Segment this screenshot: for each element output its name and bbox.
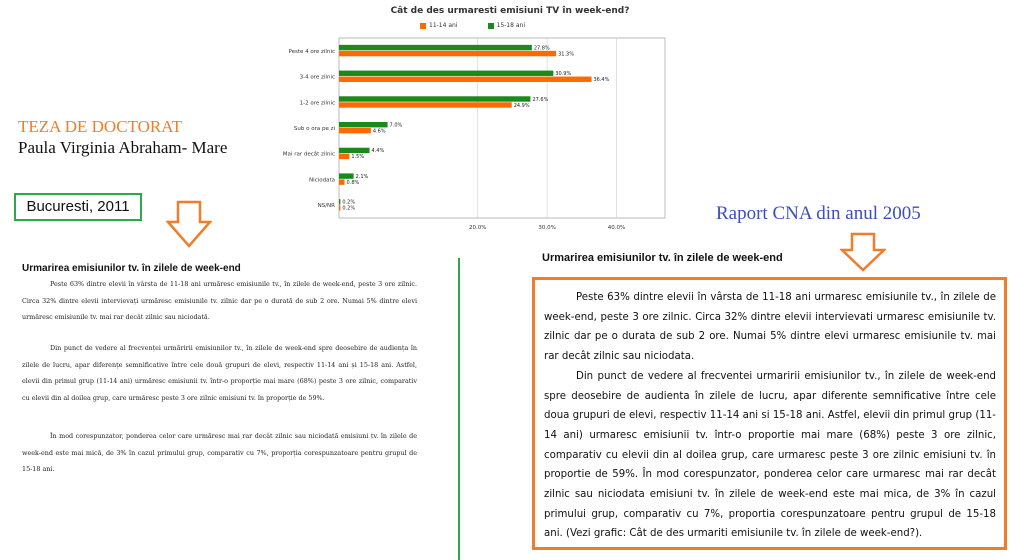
legend-swatch-orange	[420, 23, 426, 29]
category-label: Sub o ora pe zi	[293, 126, 335, 132]
bar-value-label: 27.8%	[533, 45, 550, 52]
right-text-block	[544, 288, 996, 544]
bar	[339, 199, 340, 204]
down-arrow-icon	[840, 232, 886, 272]
bar-value-label: 0.2%	[342, 199, 356, 206]
city-year-box: Bucuresti, 2011	[14, 193, 142, 221]
legend-label: 11-14 ani	[429, 22, 458, 29]
bar-value-label: 7.0%	[389, 122, 403, 129]
plot-area	[339, 38, 665, 218]
bar	[339, 205, 340, 210]
chart-legend	[420, 22, 525, 29]
legend-label: 15-18 ani	[496, 22, 525, 29]
category-label: Peste 4 ore zilnic	[288, 48, 335, 55]
x-tick-label: 20.0%	[468, 225, 487, 231]
right-section-title: Urmarirea emisiunilor tv. în zilele de week-end	[542, 252, 783, 264]
chart-title: Cât de des urmaresti emisiuni TV în week-end?	[390, 6, 630, 16]
down-arrow-icon	[166, 200, 212, 248]
bar-value-label: 4.4%	[371, 148, 385, 155]
author-name: Paula Virginia Abraham- Mare	[18, 138, 228, 157]
right-paragraph-2: Din punct de vedere al frecventei urmaririi emisiunilor tv., în zilele de week-end spre deosebire de audienta în zilele de lucru, apar diferente semnificative între cele doua grupuri de elevi, respectiv 11-14 ani si 15-18 ani. Astfel, elevii din primul grup (11-14 ani) urmaresc emisiunii tv. într-o proportie mai mare (68%) peste 3 ore zilnic, comparativ cu elevii din al doilea grup, care urmaresc peste 3 ore zilnic emisiuni tv. în proportie de 59%. În mod corespunzator, ponderea celor care urmaresc mai rar decât zilnic sau niciodata emisiuni tv. în zilele de week-end este mai mica, de 3% în cazul primului grup, comparativ cu 7%, proportia corespunzatoare pentru grupul de 15-18 ani. (Vezi grafic: Cât de des urmariti emisiunile tv. în zilele de week-end?).	[544, 370, 996, 540]
legend-swatch-green	[488, 23, 494, 29]
x-tick-label: 30.0%	[538, 225, 556, 231]
report-label: Raport CNA din anul 2005	[716, 203, 921, 224]
bar-value-label: 1.5%	[351, 154, 365, 161]
bar	[339, 51, 556, 56]
bar-value-label: 2.1%	[355, 173, 369, 180]
category-label: 3-4 ore zilnic	[299, 74, 335, 81]
bar-value-label: 27.6%	[532, 96, 549, 103]
bar-value-label: 4.6%	[372, 128, 386, 135]
category-label: 1-2 ore zilnic	[299, 100, 335, 107]
bar	[339, 128, 371, 133]
left-paragraph-3: În mod corespunzator, ponderea celor care urmăresc mai rar decât zilnic sau niciodată emisiuni tv. în zilele de week-end este mai mică, de 3% în cazul primului grup, comparativ cu 7%, proporția corespunzatoare pentru grupul de 15-18 ani.	[22, 432, 417, 473]
bar	[339, 154, 349, 159]
bar-value-label: 0.8%	[346, 179, 360, 186]
category-label: NS/NR	[317, 203, 335, 210]
bar-value-label: 24.9%	[513, 102, 530, 109]
legend-item-2	[488, 22, 526, 29]
left-section-title: Urmarirea emisiunilor tv. în zilele de week-end	[22, 263, 241, 274]
bar-value-label: 31.3%	[558, 51, 574, 58]
category-label: Niciodata	[309, 177, 335, 184]
bar	[339, 148, 370, 153]
legend-item-1	[420, 22, 458, 29]
green-divider	[458, 258, 460, 560]
bar	[339, 122, 388, 127]
left-paragraph-2: Din punct de vedere al frecvenței urmăririi emisiunilor tv., în zilele de week-end spre deosebire de audiența în zilele de lucru, apar diferențe semnificative între cele două grupuri de elevi, respectiv 11-14 ani și 15-18 ani. Astfel, elevii din primul grup (11-14 ani) urmăresc emisiunii tv. într-o proporție mai mare (68%) peste 3 ore zilnic, comparativ cu elevii din al doilea grup, care urmăresc peste 3 ore zilnic emisiuni tv. în proporție de 59%.	[22, 344, 417, 402]
thesis-label: TEZA DE DOCTORAT	[18, 117, 183, 136]
bar	[339, 71, 553, 76]
bar	[339, 77, 591, 82]
bar-value-label: 0.2%	[342, 205, 356, 212]
bar-chart	[255, 34, 675, 234]
bar	[339, 45, 532, 50]
x-tick-label: 40.0%	[607, 225, 626, 231]
bar-value-label: 36.4%	[593, 77, 610, 84]
bar	[339, 173, 354, 178]
category-label: Mai rar decât zilnic	[282, 151, 335, 158]
right-paragraph-1: Peste 63% dintre elevii în vârsta de 11-18 ani urmaresc emisiunile tv., în zilele de week-end, peste 3 ore zilnic. Circa 32% dintre elevii intervievati urmaresc emisiunile tv. zilnic dar pe o durata de sub 2 ore. Numai 5% dintre elevi urmaresc emisiunile tv. mai rar decât zilnic sau niciodata.	[544, 292, 996, 363]
bar	[339, 102, 512, 107]
left-paragraph-1: Peste 63% dintre elevii în vârsta de 11-18 ani urmăresc emisiunile tv., în zilele de week-end, peste 3 ore zilnic. Circa 32% dintre elevii intervievați urmăresc emisiunile tv. zilnic dar pe o durată de sub 2 ore. Numai 5% dintre elevi urmăresc emisiunile tv. mai rar decât zilnic sau niciodată.	[22, 280, 417, 321]
bar	[339, 179, 345, 184]
bar-value-label: 30.9%	[555, 71, 572, 78]
bar	[339, 96, 530, 101]
